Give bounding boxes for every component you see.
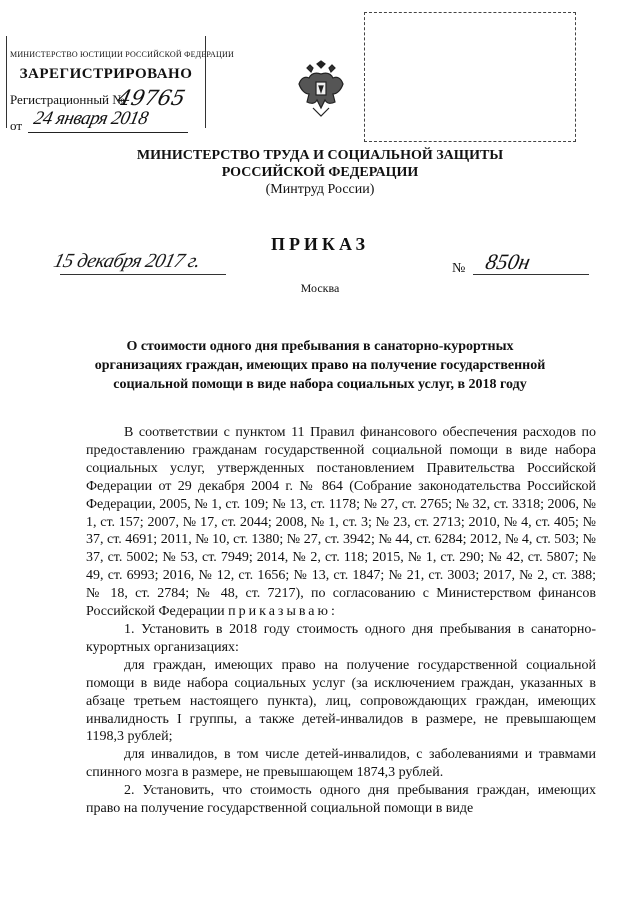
item-1: 1. Установить в 2018 году стоимость одного дня пребывания в санаторно-курортных организациях: bbox=[86, 621, 596, 655]
handwritten-number: 850н bbox=[483, 249, 533, 274]
stamp-ministry: МИНИСТЕРСТВО ЮСТИЦИИ РОССИЙСКОЙ ФЕДЕРАЦИИ bbox=[10, 50, 234, 59]
number-label: № bbox=[452, 261, 466, 276]
document-type: ПРИКАЗ bbox=[270, 234, 370, 254]
document-title bbox=[80, 337, 560, 394]
title-line-2: организациях граждан, имеющих право на получение государственной bbox=[94, 358, 546, 373]
intro-text: В соответствии с пунктом 11 Правил финансового обеспечения расходов по предоставлению гражданам государственной социальной помощи в виде набора социальных услуг, утвержденных постановлением Правительства Российской Федерации от 29 декабря 2004 г. № 864 (Собрание законодательства Российской Федерации, 2005, № 1, ст. 109; № 13, ст. 1178; № 27, ст. 2765; № 32, ст. 3318; 2006, № 1, ст. 157; 2007, № 17, ст. 2044; 2008, № 1, ст. 3; № 23, ст. 2713; 2010, № 4, ст. 405; № 37, ст. 4691; 2011, № 10, ст. 1380; № 27, ст. 3942; № 44, ст. 6284; 2012, № 4, ст. 503; № 37, ст. 5002; № 53, ст. 7949; 2014, № 2, ст. 118; 2015, № 1, ст. 290; № 42, ст. 5807; № 49, ст. 6993; 2016, № 12, ст. 1656; № 13, ст. 1847; № 21, ст. 3003; 2017, № 2, ст. 388; № 18, ст. 2784; № 48, ст. 7217), по согласованию с Министерством финансов Российской Федерации bbox=[86, 425, 596, 620]
title-line-1: О стоимости одного дня пребывания в санаторно-курортных bbox=[126, 339, 514, 354]
item-1a: для граждан, имеющих право на получение государственной социальной помощи в виде набора социальных услуг (за исключением граждан, указанных в абзаце третьем настоящего пункта), лиц, сопровождающих граждан, имеющих инвалидность I группы, а также детей-инвалидов в размере, не превышающем 1198,3 рублей; bbox=[86, 657, 596, 745]
stamp-date-label: от bbox=[10, 118, 23, 133]
stamp-date-value: 24 января 2018 bbox=[31, 108, 150, 129]
number-underline bbox=[473, 274, 589, 275]
stamp-date-underline bbox=[28, 132, 188, 133]
title-line-3: социальной помощи в виде набора социальных услуг, в 2018 году bbox=[113, 377, 527, 392]
item-2: 2. Установить, что стоимость одного дня пребывания граждан, имеющих право на получение государственной социальной помощи в виде bbox=[86, 783, 596, 817]
date-underline bbox=[60, 274, 226, 275]
stamp-reg-label: Регистрационный № bbox=[10, 92, 125, 107]
registration-stamp bbox=[364, 12, 576, 142]
ministry-name bbox=[100, 147, 540, 181]
handwritten-date: 15 декабря 2017 г. bbox=[51, 250, 203, 272]
intro-paragraph bbox=[86, 424, 596, 621]
item-1b: для инвалидов, в том числе детей-инвалидов, с заболеваниями и травмами спинного мозга в размере, не превышающем 1874,3 рублей. bbox=[86, 747, 596, 781]
city: Москва bbox=[300, 281, 340, 295]
document-body bbox=[86, 424, 596, 818]
ministry-short-name: (Минтруд России) bbox=[265, 182, 375, 197]
stamp-reg-number: 49765 bbox=[115, 86, 188, 110]
coat-of-arms-icon bbox=[297, 60, 345, 118]
ministry-line-1: МИНИСТЕРСТВО ТРУДА И СОЦИАЛЬНОЙ ЗАЩИТЫ bbox=[136, 148, 504, 163]
order-word: приказываю: bbox=[228, 604, 338, 620]
ministry-line-2: РОССИЙСКОЙ ФЕДЕРАЦИИ bbox=[221, 165, 419, 180]
stamp-registered: ЗАРЕГИСТРИРОВАНО bbox=[19, 66, 193, 82]
